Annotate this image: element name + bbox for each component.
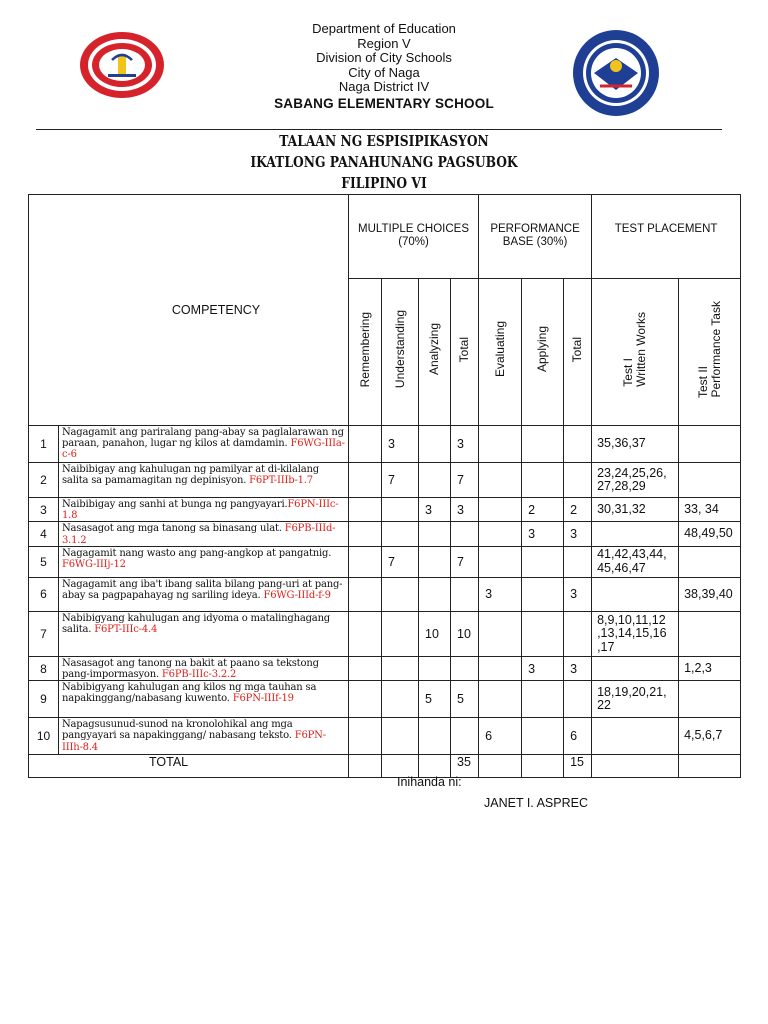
- test-2-placement: [679, 463, 741, 498]
- remembering-cell: [349, 718, 382, 755]
- sub-header-test-2: Test IIPerformance Task: [679, 279, 741, 426]
- competency-description: Naibibigay ang sanhi at bunga ng pangyayari.: [62, 499, 288, 510]
- understanding-cell: [382, 498, 419, 522]
- competency-text: [59, 656, 349, 680]
- pb-total-cell: [564, 426, 592, 463]
- competency-description: Nabibigyang kahulugan ang idyoma o matalinghagang salita.: [62, 612, 331, 636]
- analyzing-cell: 10: [419, 611, 451, 656]
- applying-cell: [522, 577, 564, 611]
- applying-cell: [522, 463, 564, 498]
- performance-base-header: PERFORMANCE BASE (30%): [479, 195, 592, 279]
- understanding-cell: 3: [382, 426, 419, 463]
- sub-header-test-1: Test IWritten Works: [592, 279, 679, 426]
- table-row: [29, 463, 741, 498]
- sub-header-understanding: Understanding: [382, 279, 419, 426]
- competency-description: Napagsusunud-sunod na kronolohikal ang mga pangyayari sa napakinggang/ nabasang teksto.: [62, 719, 295, 742]
- test-2-placement: 48,49,50: [679, 522, 741, 546]
- applying-cell: [522, 681, 564, 718]
- table-row: [29, 498, 741, 522]
- total-label: TOTAL: [29, 755, 349, 778]
- analyzing-cell: 5: [419, 681, 451, 718]
- header-line-district: Naga District IV: [338, 79, 430, 95]
- competency-description: Nabibigyang kahulugan ang kilos ng mga tauhan sa napakinggang/nabasang kuwento.: [62, 682, 317, 705]
- row-number: 3: [29, 498, 59, 522]
- test-1-placement: 41,42,43,44, 45,46,47: [592, 546, 679, 577]
- pb-total-cell: 2: [564, 498, 592, 522]
- understanding-cell: [382, 718, 419, 755]
- competency-text: [59, 426, 349, 463]
- total-cell: [349, 755, 382, 778]
- applying-cell: [522, 718, 564, 755]
- competency-code: F6PB-IIId-3.1.2: [62, 523, 336, 546]
- competency-code: F6PN-IIIc-1.8: [62, 499, 339, 522]
- evaluating-cell: [479, 546, 522, 577]
- competency-code: F6WG-IIId-f-9: [263, 590, 331, 602]
- row-number: 10: [29, 718, 59, 755]
- competency-code: F6PT-IIIb-1.7: [249, 475, 313, 487]
- evaluating-cell: [479, 611, 522, 656]
- sub-header-pb-total: Total: [564, 279, 592, 426]
- analyzing-cell: [419, 463, 451, 498]
- competency-text: [59, 498, 349, 522]
- competency-text: [59, 522, 349, 546]
- pb-total-cell: [564, 611, 592, 656]
- mc-total-cell: 5: [451, 681, 479, 718]
- table-row: [29, 656, 741, 680]
- competency-code: F6PB-IIIc-3.2.2: [161, 669, 237, 681]
- table-row: [29, 546, 741, 577]
- competency-code: F6PN-IIIf-19: [232, 693, 294, 705]
- pb-total-cell: [564, 546, 592, 577]
- row-number: 1: [29, 426, 59, 463]
- pb-total-cell: 6: [564, 718, 592, 755]
- evaluating-cell: [479, 656, 522, 680]
- remembering-cell: [349, 498, 382, 522]
- applying-cell: 2: [522, 498, 564, 522]
- row-number: 5: [29, 546, 59, 577]
- competency-code: F6WG-IIIj-12: [62, 559, 126, 571]
- total-row: [29, 755, 741, 778]
- analyzing-cell: 3: [419, 498, 451, 522]
- mc-total-cell: [451, 718, 479, 755]
- total-mc-value: 35: [451, 755, 479, 778]
- understanding-cell: [382, 681, 419, 718]
- test-1-placement: 35,36,37: [592, 426, 679, 463]
- mc-total-cell: 3: [451, 498, 479, 522]
- sub-header-remembering: Remembering: [349, 279, 382, 426]
- row-number: 9: [29, 681, 59, 718]
- remembering-cell: [349, 681, 382, 718]
- competency-description: Nasasagot ang tanong na bakit at paano sa tekstong pang-impormasyon.: [62, 657, 319, 681]
- mc-total-cell: 7: [451, 463, 479, 498]
- test-2-placement: 38,39,40: [679, 577, 741, 611]
- header-divider: [36, 129, 722, 130]
- table-row: [29, 681, 741, 718]
- test-1-placement: 30,31,32: [592, 498, 679, 522]
- evaluating-cell: 3: [479, 577, 522, 611]
- competency-code: F6PT-IIIc-4.4: [94, 624, 158, 636]
- row-number: 2: [29, 463, 59, 498]
- remembering-cell: [349, 546, 382, 577]
- analyzing-cell: [419, 546, 451, 577]
- understanding-cell: [382, 656, 419, 680]
- pb-total-cell: [564, 463, 592, 498]
- remembering-cell: [349, 463, 382, 498]
- title-line-2: IKATLONG PANAHUNANG PAGSUBOK: [250, 153, 518, 171]
- competency-description: Nagagamit ang iba't ibang salita bilang pang-uri at pang-abay sa pagpapahayag ng sariling ideya.: [62, 578, 343, 602]
- pb-total-cell: [564, 681, 592, 718]
- title-line-3: FILIPINO VI: [341, 174, 427, 192]
- analyzing-cell: [419, 522, 451, 546]
- title-line-1: TALAAN NG ESPISIPIKASYON: [279, 132, 489, 150]
- test-2-placement: [679, 681, 741, 718]
- competency-description: Naibibigay ang kahulugan ng pamilyar at di-kilalang salita sa pamamagitan ng depinisyon.: [62, 464, 319, 487]
- preparer-name: JANET I. ASPREC: [484, 796, 588, 810]
- mc-total-cell: [451, 656, 479, 680]
- test-1-placement: [592, 718, 679, 755]
- competency-code: F6WG-IIIa-c-6: [62, 438, 345, 461]
- analyzing-cell: [419, 426, 451, 463]
- test-2-placement: 33, 34: [679, 498, 741, 522]
- understanding-cell: [382, 522, 419, 546]
- test-1-placement: [592, 522, 679, 546]
- competency-text: [59, 463, 349, 498]
- understanding-cell: [382, 577, 419, 611]
- competency-rows: [29, 426, 741, 755]
- remembering-cell: [349, 522, 382, 546]
- header-line-department: Department of Education: [312, 21, 456, 36]
- header-line-division: Division of City Schools: [316, 50, 452, 66]
- evaluating-cell: 6: [479, 718, 522, 755]
- mc-total-cell: 3: [451, 426, 479, 463]
- competency-code: F6PN-IIIh-8.4: [62, 730, 326, 753]
- test-1-placement: 8,9,10,11,12 ,13,14,15,16 ,17: [592, 611, 679, 656]
- table-row: [29, 522, 741, 546]
- school-header: [0, 22, 768, 111]
- sub-header-mc-total: Total: [451, 279, 479, 426]
- analyzing-cell: [419, 656, 451, 680]
- sub-header-evaluating: Evaluating: [479, 279, 522, 426]
- test-placement-header: TEST PLACEMENT: [592, 195, 741, 279]
- applying-cell: [522, 426, 564, 463]
- total-cell: [479, 755, 522, 778]
- mc-total-cell: 7: [451, 546, 479, 577]
- test-1-placement: [592, 577, 679, 611]
- remembering-cell: [349, 656, 382, 680]
- test-2-placement: 1,2,3: [679, 656, 741, 680]
- test-2-placement: 4,5,6,7: [679, 718, 741, 755]
- total-cell: [522, 755, 564, 778]
- total-cell: [679, 755, 741, 778]
- school-name: SABANG ELEMENTARY SCHOOL: [274, 95, 494, 111]
- mc-total-cell: [451, 522, 479, 546]
- header-line-region: Region V: [357, 35, 411, 51]
- total-cell: [592, 755, 679, 778]
- understanding-cell: 7: [382, 463, 419, 498]
- evaluating-cell: [479, 498, 522, 522]
- prepared-by-label: Inihanda ni:: [397, 775, 462, 789]
- test-1-placement: [592, 656, 679, 680]
- evaluating-cell: [479, 681, 522, 718]
- remembering-cell: [349, 426, 382, 463]
- competency-description: Nagagamit nang wasto ang pang-angkop at pangatnig.: [62, 547, 332, 559]
- competency-header: COMPETENCY: [29, 195, 349, 426]
- competency-text: [59, 577, 349, 611]
- competency-text: [59, 546, 349, 577]
- test-2-placement: [679, 611, 741, 656]
- row-number: 8: [29, 656, 59, 680]
- mc-total-cell: 10: [451, 611, 479, 656]
- test-1-placement: 18,19,20,21, 22: [592, 681, 679, 718]
- row-number: 6: [29, 577, 59, 611]
- table-row: [29, 577, 741, 611]
- applying-cell: [522, 611, 564, 656]
- table-row: [29, 611, 741, 656]
- competency-description: Nasasagot ang mga tanong sa binasang ulat.: [62, 523, 285, 535]
- understanding-cell: [382, 611, 419, 656]
- understanding-cell: 7: [382, 546, 419, 577]
- competency-text: [59, 718, 349, 755]
- evaluating-cell: [479, 522, 522, 546]
- pb-total-cell: 3: [564, 577, 592, 611]
- applying-cell: 3: [522, 522, 564, 546]
- table-row: [29, 426, 741, 463]
- analyzing-cell: [419, 577, 451, 611]
- specification-table: [28, 194, 741, 778]
- analyzing-cell: [419, 718, 451, 755]
- test-2-placement: [679, 546, 741, 577]
- competency-description: Nagagamit ang pariralang pang-abay sa paglalarawan ng paraan, panahon, lugar ng kilos at damdamin.: [62, 427, 344, 450]
- mc-total-cell: [451, 577, 479, 611]
- header-line-city: City of Naga: [348, 64, 420, 80]
- applying-cell: 3: [522, 656, 564, 680]
- test-1-placement: 23,24,25,26, 27,28,29: [592, 463, 679, 498]
- sub-header-applying: Applying: [522, 279, 564, 426]
- total-pb-value: 15: [564, 755, 592, 778]
- table-row: [29, 718, 741, 755]
- multiple-choices-header: MULTIPLE CHOICES (70%): [349, 195, 479, 279]
- remembering-cell: [349, 577, 382, 611]
- row-number: 7: [29, 611, 59, 656]
- pb-total-cell: 3: [564, 522, 592, 546]
- sub-header-analyzing: Analyzing: [419, 279, 451, 426]
- evaluating-cell: [479, 463, 522, 498]
- evaluating-cell: [479, 426, 522, 463]
- test-2-placement: [679, 426, 741, 463]
- row-number: 4: [29, 522, 59, 546]
- remembering-cell: [349, 611, 382, 656]
- applying-cell: [522, 546, 564, 577]
- pb-total-cell: 3: [564, 656, 592, 680]
- competency-text: [59, 681, 349, 718]
- document-titles: [0, 131, 768, 194]
- competency-text: [59, 611, 349, 656]
